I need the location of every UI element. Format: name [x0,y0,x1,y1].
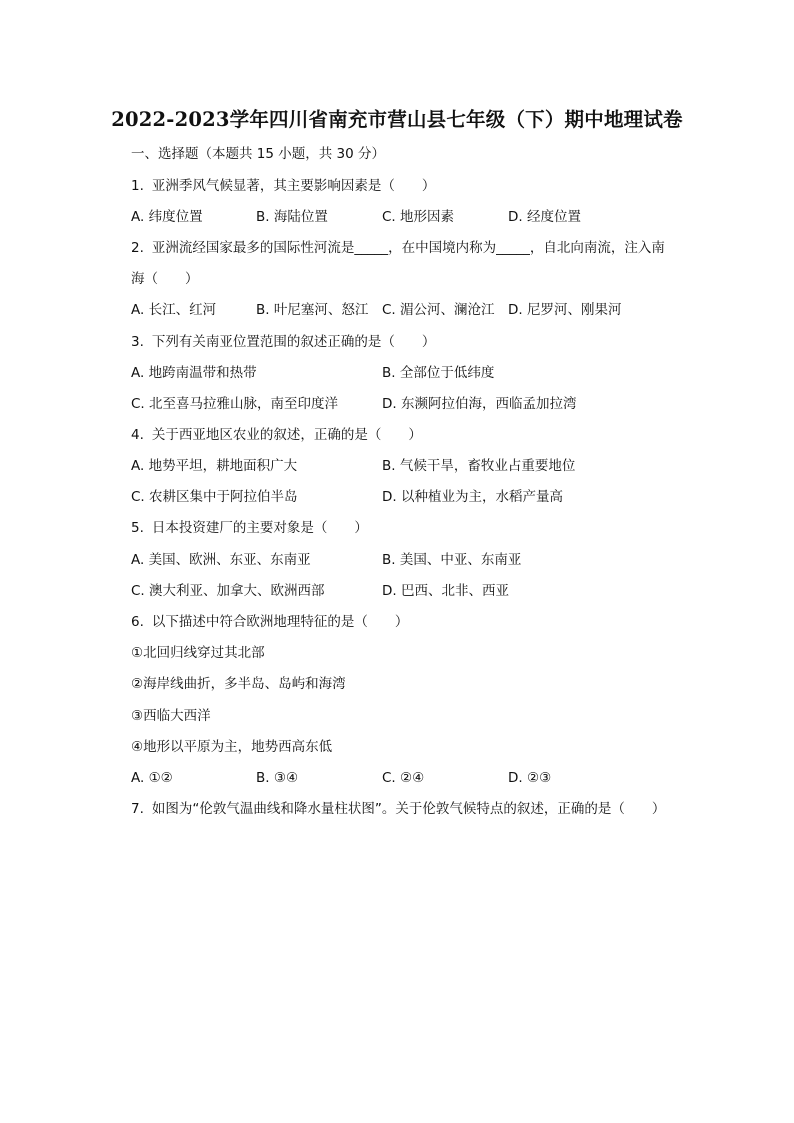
option-a: A. 长江、红河 [131,302,217,318]
option-d: D. ②③ [508,770,552,786]
question-stem: 下列有关南亚位置范围的叙述正确的是（ ） [151,334,436,350]
question-number: 3. [131,334,144,350]
question-stem-continued: 海（ ） [131,271,199,287]
question-number: 4. [131,427,144,443]
question-number: 1. [131,178,144,194]
option-b: B. 气候干旱，畜牧业占重要地位 [382,458,576,474]
option-b: B. ③④ [256,770,299,786]
question-6 [131,613,408,631]
option-a: A. 地跨南温带和热带 [131,365,257,381]
question-stem: 亚洲流经国家最多的国际性河流是_____，在中国境内称为_____，自北向南流，注入南 [151,240,665,256]
option-b: B. 海陆位置 [256,209,328,225]
option-c: C. 农耕区集中于阿拉伯半岛 [131,489,298,505]
statement-4: ④地形以平原为主，地势西高东低 [131,739,333,755]
option-d: D. 经度位置 [508,209,581,225]
option-b: B. 美国、中亚、东南亚 [382,552,522,568]
option-a: A. 地势平坦，耕地面积广大 [131,458,298,474]
option-d: D. 尼罗河、刚果河 [508,302,622,318]
question-5 [131,519,368,537]
option-d: D. 以种植业为主，水稻产量高 [382,489,563,505]
question-stem: 以下描述中符合欧洲地理特征的是（ ） [151,614,409,630]
question-number: 6. [131,614,144,630]
option-c: C. 北至喜马拉雅山脉，南至印度洋 [131,396,339,412]
option-a: A. 美国、欧洲、东亚、东南亚 [131,552,311,568]
option-b: B. 叶尼塞河、怒江 [256,302,369,318]
question-stem: 如图为“伦敦气温曲线和降水量柱状图”。关于伦敦气候特点的叙述，正确的是（ ） [151,801,666,817]
option-d: D. 东濒阿拉伯海，西临孟加拉湾 [382,396,577,412]
option-c: C. 澳大利亚、加拿大、欧洲西部 [131,583,325,599]
statement-3: ③西临大西洋 [131,708,211,724]
option-a: A. 纬度位置 [131,209,203,225]
question-2 [131,239,665,257]
option-c: C. ②④ [382,770,425,786]
statement-1: ①北回归线穿过其北部 [131,645,265,661]
option-d: D. 巴西、北非、西亚 [382,583,509,599]
question-number: 5. [131,520,144,536]
question-stem: 日本投资建厂的主要对象是（ ） [151,520,368,536]
option-a: A. ①② [131,770,173,786]
question-number: 7. [131,801,144,817]
exam-title: 2022-2023学年四川省南充市营山县七年级（下）期中地理试卷 [111,108,683,131]
statement-2: ②海岸线曲折，多半岛、岛屿和海湾 [131,676,346,692]
option-b: B. 全部位于低纬度 [382,365,495,381]
section-heading: 一、选择题（本题共 15 小题，共 30 分） [131,146,386,162]
question-7 [131,800,665,818]
option-c: C. 湄公河、澜沧江 [382,302,495,318]
question-stem: 关于西亚地区农业的叙述，正确的是（ ） [151,427,422,443]
option-c: C. 地形因素 [382,209,455,225]
question-1 [131,177,435,195]
question-stem: 亚洲季风气候显著，其主要影响因素是（ ） [151,178,436,194]
question-number: 2. [131,240,144,256]
question-3 [131,333,435,351]
question-4 [131,426,422,444]
